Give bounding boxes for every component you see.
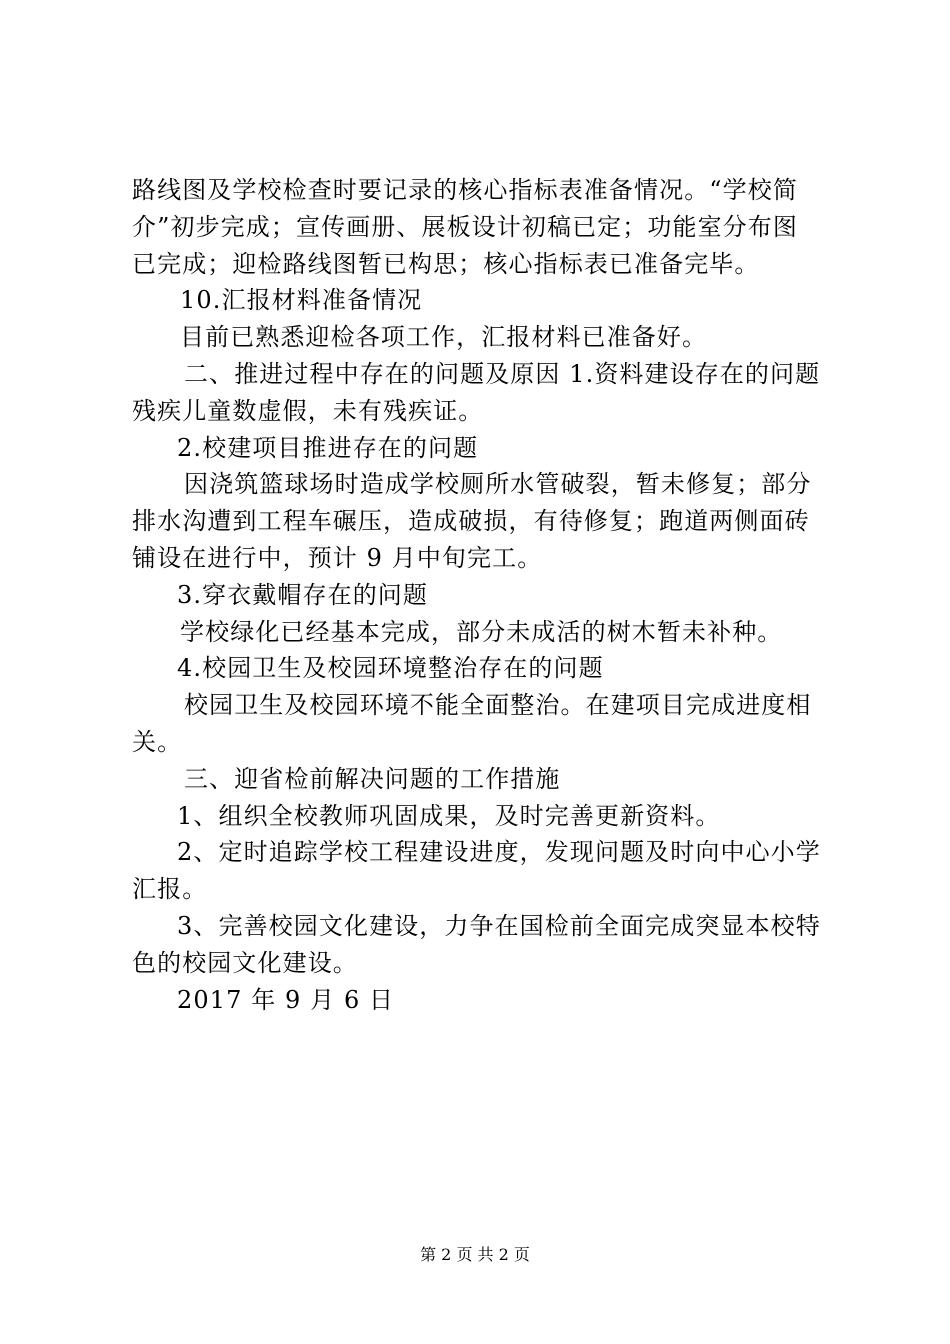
document-date: 2017 年 9 月 6 日 xyxy=(177,985,395,1014)
section-heading: 三、迎省检前解决问题的工作措施 xyxy=(184,764,561,793)
text-line: 汇报。 xyxy=(132,875,208,904)
text-line: 排水沟遭到工程车碾压，造成破损，有待修复；跑道两侧面砖 xyxy=(132,507,810,536)
text-line: 关。 xyxy=(132,727,183,756)
list-item: 3、完善校园文化建设，力争在国检前全面完成突显本校特 xyxy=(177,911,821,940)
section-heading: 3.穿衣戴帽存在的问题 xyxy=(177,580,428,609)
text-line: 已完成；迎检路线图暂已构思；核心指标表已准备完毕。 xyxy=(132,249,760,278)
text-line: 学校绿化已经基本完成，部分未成活的树木暂未补种。 xyxy=(180,617,783,646)
section-heading: 4.校园卫生及校园环境整治存在的问题 xyxy=(177,654,604,683)
list-item: 2、定时追踪学校工程建设进度，发现问题及时向中心小学 xyxy=(177,838,821,867)
text-line: 校园卫生及校园环境不能全面整治。在建项目完成进度相 xyxy=(184,691,812,720)
text-line: 因浇筑篮球场时造成学校厕所水管破裂，暂未修复；部分 xyxy=(184,470,812,499)
text-line: 铺设在进行中，预计 9 月中旬完工。 xyxy=(132,543,543,572)
section-heading: 二、推进过程中存在的问题及原因 1.资料建设存在的问题 xyxy=(184,359,821,388)
text-line: 色的校园文化建设。 xyxy=(132,948,358,977)
document-body xyxy=(132,172,832,1018)
list-item: 1、组织全校教师巩固成果，及时完善更新资料。 xyxy=(177,801,721,830)
text-line: 残疾儿童数虚假，未有残疾证。 xyxy=(132,396,484,425)
text-line: 目前已熟悉迎检各项工作，汇报材料已准备好。 xyxy=(180,323,708,352)
page-number-footer: 第 2 页 共 2 页 xyxy=(420,1245,530,1264)
text-line: 路线图及学校检查时要记录的核心指标表准备情况。“学校简 xyxy=(132,176,798,204)
text-line: 介”初步完成；宣传画册、展板设计初稿已定；功能室分布图 xyxy=(132,212,798,241)
section-heading: 10.汇报材料准备情况 xyxy=(180,286,423,315)
section-heading: 2.校建项目推进存在的问题 xyxy=(177,433,479,462)
